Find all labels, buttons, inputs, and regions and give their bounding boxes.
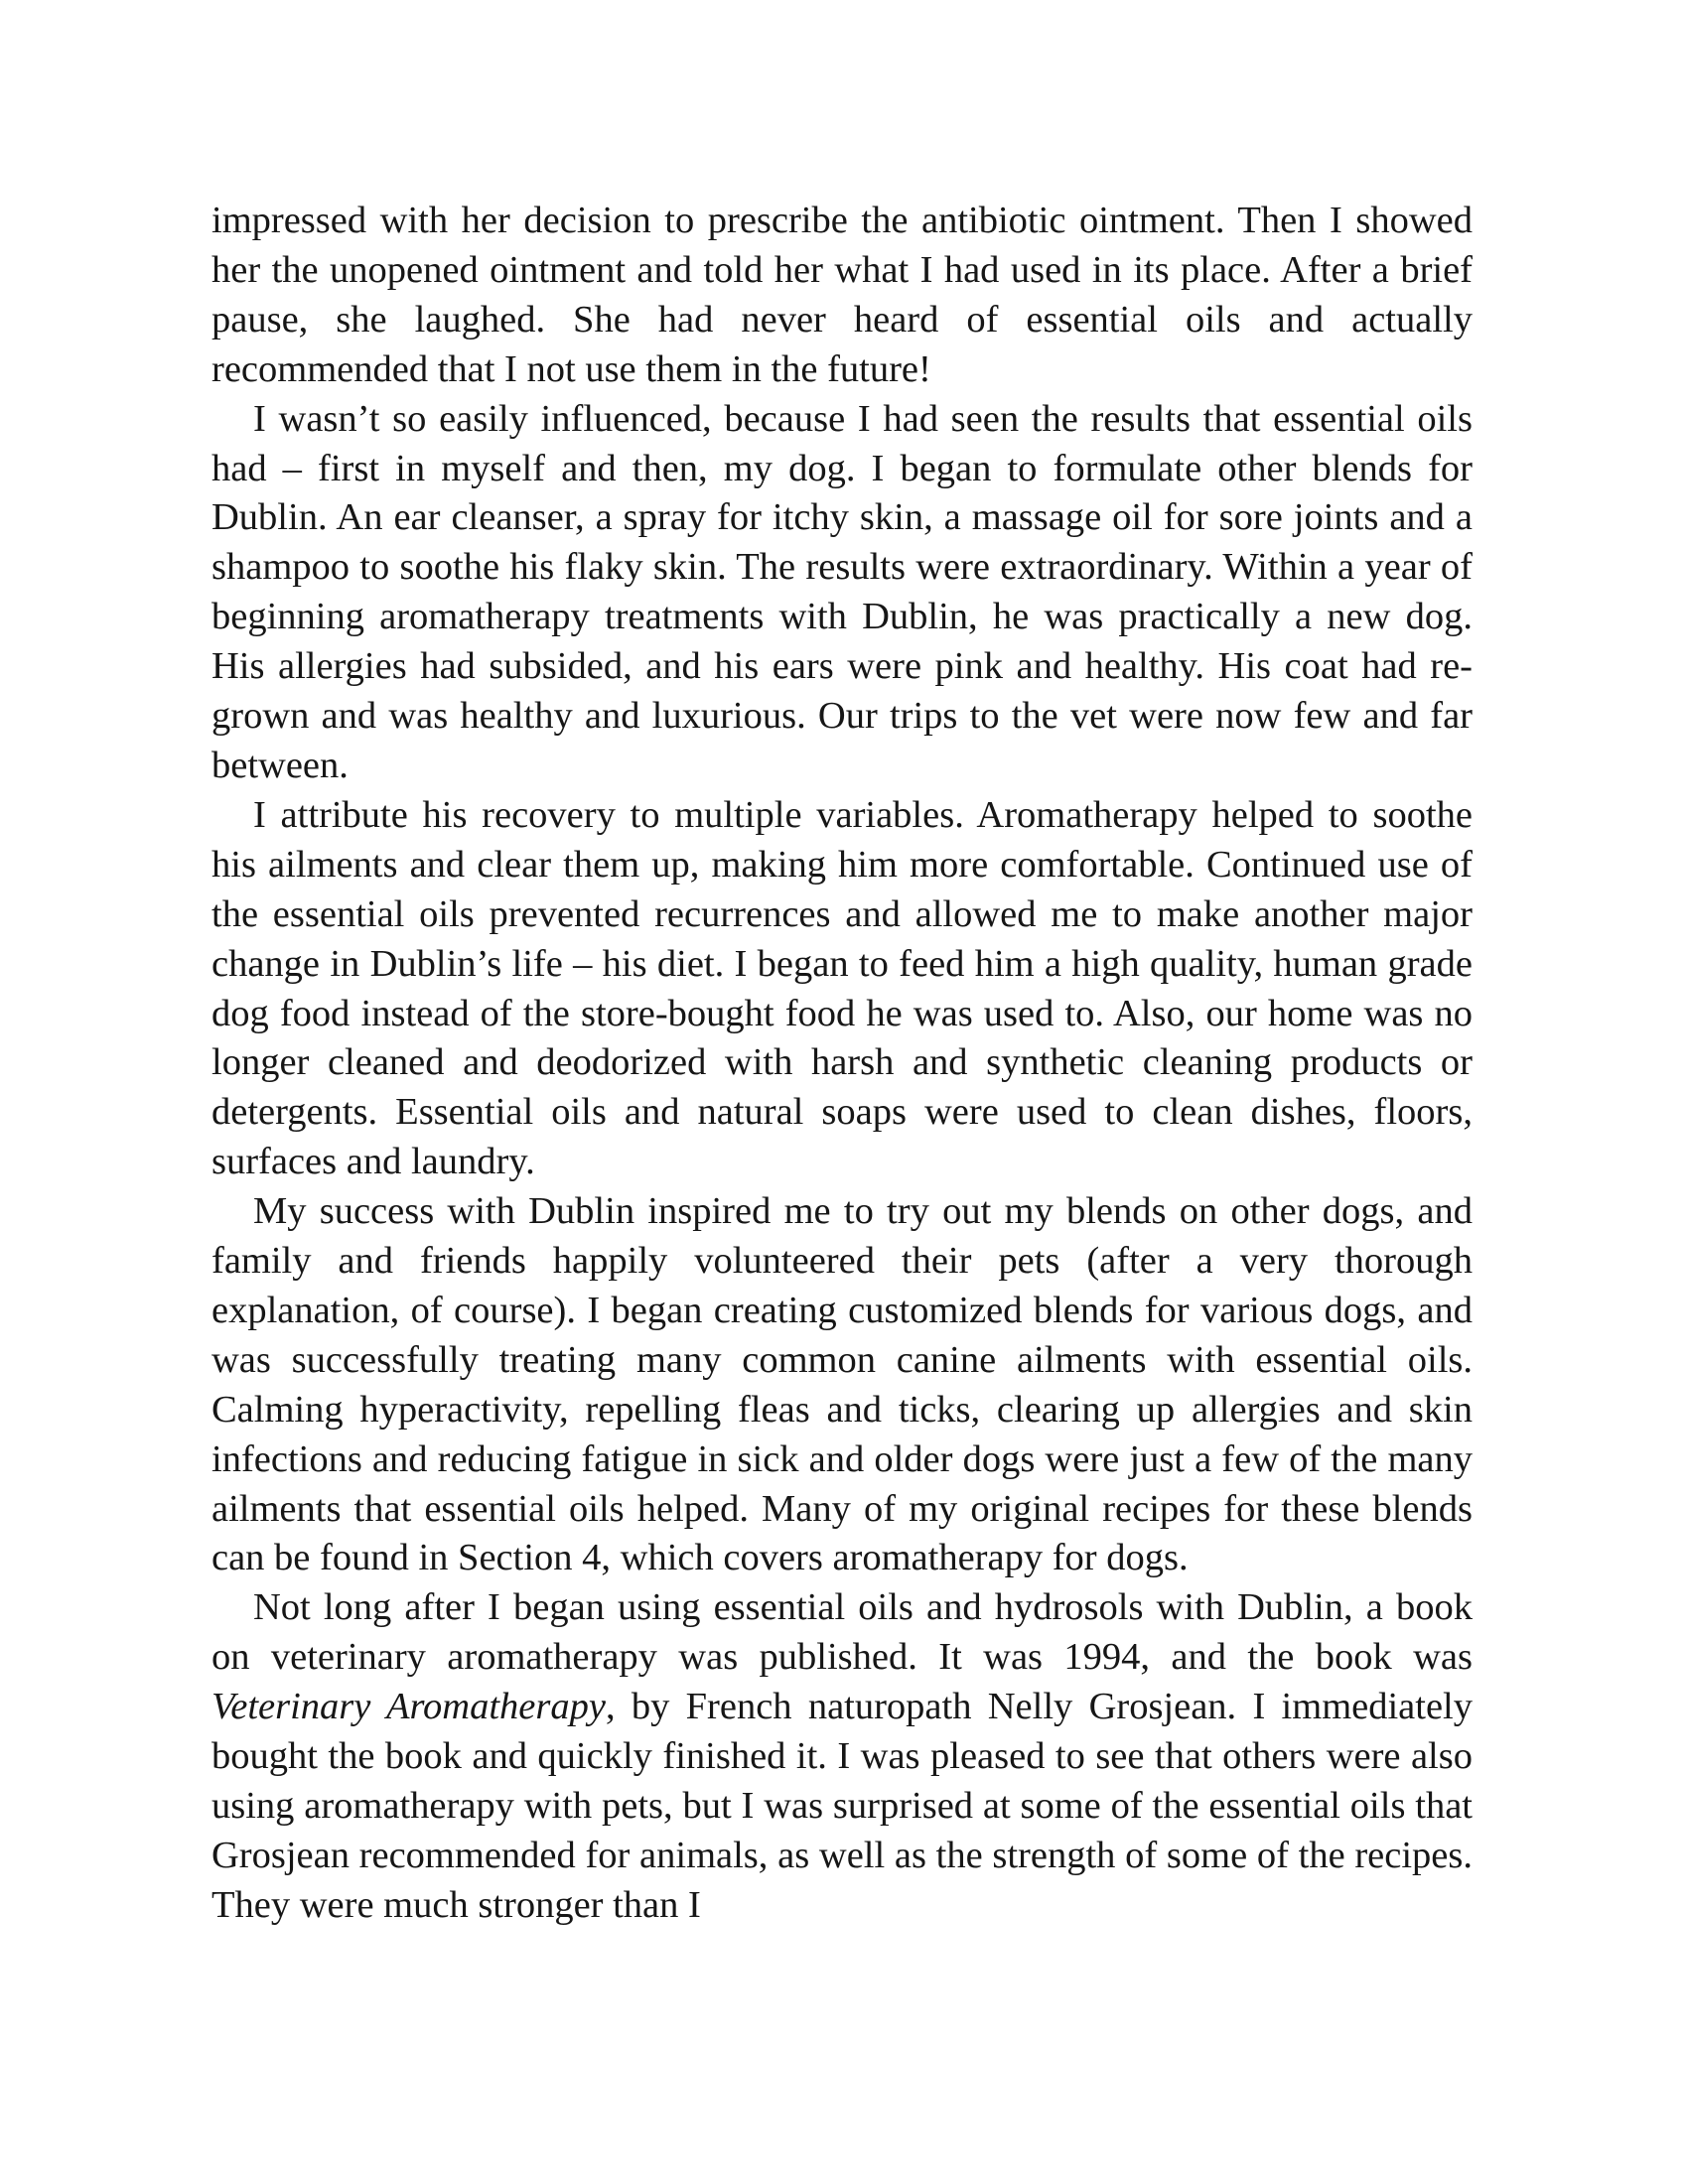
paragraph-4 xyxy=(211,1187,1473,1583)
page-body xyxy=(211,197,1473,1931)
book-title: Veterinary Aromatherapy xyxy=(211,1686,606,1728)
paragraph-2-text: I wasn’t so easily influenced, because I had seen the results that essential oils had – first in myself and then, my dog. I began to formulate other blends for Dublin. An ear cleanser, a spray for itchy skin, a massage oil for sore joints and a shampoo to soothe his flaky skin. The results were extraordinary. Within a year of beginning aromatherapy treatments with Dublin, he was practically a new dog. His allergies had subsided, and his ears were pink and healthy. His coat had re-grown and was healthy and luxurious. Our trips to the vet were now few and far between. xyxy=(211,397,1473,786)
paragraph-5 xyxy=(211,1583,1473,1930)
paragraph-1 xyxy=(211,197,1473,395)
paragraph-1-text: impressed with her decision to prescribe the antibiotic ointment. Then I showed her the unopened ointment and told her what I had used in its place. After a brief pause, she laughed. She had never heard of essential oils and actually recommended that I not use them in the future! xyxy=(211,200,1473,390)
paragraph-2 xyxy=(211,395,1473,791)
paragraph-3-text: I attribute his recovery to multiple variables. Aromatherapy helped to soothe his ailments and clear them up, making him more comfortable. Continued use of the essential oils prevented recurrences and allowed me to make another major change in Dublin’s life – his diet. I began to feed him a high quality, human grade dog food instead of the store-bought food he was used to. Also, our home was no longer cleaned and deodorized with harsh and synthetic cleaning products or detergents. Essential oils and natural soaps were used to clean dishes, floors, surfaces and laundry. xyxy=(211,793,1473,1183)
paragraph-3 xyxy=(211,791,1473,1187)
paragraph-5-text: Not long after I began using essential oils and hydrosols with Dublin, a book on veterinary aromatherapy was published. It was 1994, and the book was xyxy=(211,1586,1473,1679)
paragraph-4-text: My success with Dublin inspired me to try out my blends on other dogs, and family and friends happily volunteered their pets (after a very thorough explanation, of course). I began creating customized blends for various dogs, and was successfully treating many common canine ailments with essential oils. Calming hyperactivity, repelling fleas and ticks, clearing up allergies and skin infections and reducing fatigue in sick and older dogs were just a few of the many ailments that essential oils helped. Many of my original recipes for these blends can be found in Section 4, which covers aromatherapy for dogs. xyxy=(211,1190,1473,1579)
paragraph-5-text-cont: , by French naturopath Nelly Grosjean. I immediately bought the book and quickly finished it. I was pleased to see that others were also using aromatherapy with pets, but I was surprised at some of the essential oils that Grosjean recommended for animals, as well as the strength of some of the recipes. They were much stronger than I xyxy=(211,1686,1473,1926)
